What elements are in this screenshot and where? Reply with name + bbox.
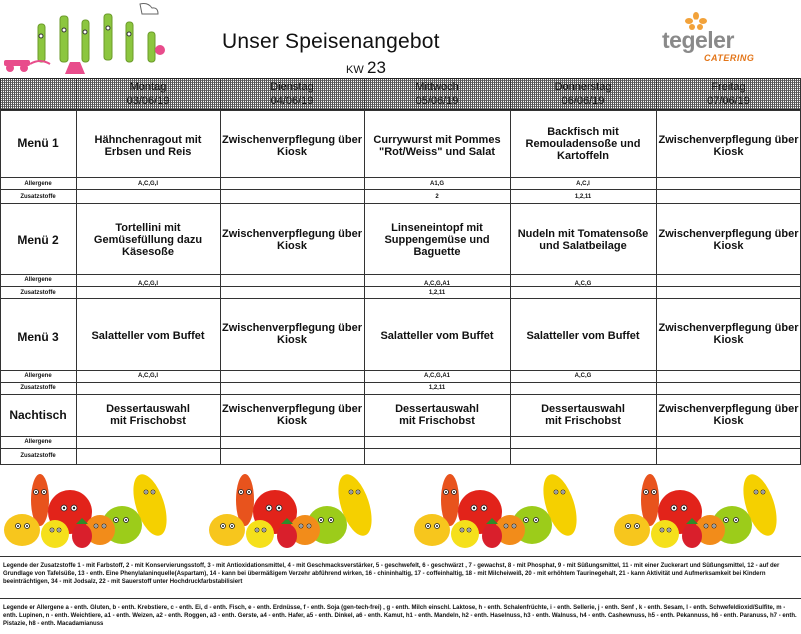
day-name: Donnerstag bbox=[554, 81, 612, 93]
day-header-monday bbox=[76, 78, 220, 110]
dish-cell: Zwischenverpflegung über Kiosk bbox=[222, 403, 362, 427]
dish-cell: Zwischenverpflegung über Kiosk bbox=[222, 322, 362, 346]
dish-cell: Dessertauswahl mit Frischobst bbox=[106, 403, 190, 427]
day-name: Montag bbox=[129, 81, 167, 93]
dish-cell: Salatteller vom Buffet bbox=[91, 330, 205, 342]
day-header-friday bbox=[656, 78, 801, 110]
zusatzstoffe-label: Zusatzstoffe bbox=[20, 385, 56, 391]
grid-divider bbox=[220, 78, 221, 464]
dish-cell: Hähnchenragout mit Erbsen und Reis bbox=[94, 134, 202, 158]
day-date: 07/06/19 bbox=[707, 95, 750, 107]
dish-cell: Tortellini mit Gemüsefüllung dazu Käsesoße bbox=[93, 222, 203, 258]
menu-label: Menü 1 bbox=[17, 136, 59, 150]
zusatzstoffe-value: 1,2,11 bbox=[428, 385, 446, 391]
grid-line bbox=[0, 448, 801, 449]
dish-cell: Linseneintopf mit Suppengemüse und Baguette bbox=[384, 222, 490, 258]
legend-divider bbox=[0, 556, 801, 557]
grid-line bbox=[0, 177, 801, 178]
day-name: Mittwoch bbox=[415, 81, 459, 93]
allergene-label: Allergene bbox=[24, 277, 52, 283]
zusatzstoffe-label: Zusatzstoffe bbox=[20, 453, 56, 459]
kw-value: 23 bbox=[367, 58, 386, 77]
allergene-value: A,C,I bbox=[576, 181, 590, 187]
brand-subtitle: CATERING bbox=[704, 53, 755, 63]
allergene-label: Allergene bbox=[24, 439, 52, 445]
allergene-value: A1,G bbox=[429, 181, 444, 187]
grid-divider bbox=[364, 78, 365, 464]
menu-label: Nachtisch bbox=[9, 408, 67, 422]
zusatzstoffe-label: Zusatzstoffe bbox=[20, 290, 56, 296]
brand-name: tegeler bbox=[662, 27, 734, 53]
allergene-value: A,C,G,I bbox=[137, 281, 158, 287]
dish-cell: Zwischenverpflegung über Kiosk bbox=[222, 134, 362, 158]
page-title: Unser Speisenangebot bbox=[222, 30, 440, 53]
allergene-value: A,C,G,A1 bbox=[423, 281, 450, 287]
day-date: 06/06/19 bbox=[561, 95, 605, 107]
day-date: 03/06/19 bbox=[126, 95, 170, 107]
dish-cell: Dessertauswahl mit Frischobst bbox=[541, 403, 625, 427]
day-header-thursday bbox=[510, 78, 656, 110]
dish-cell: Zwischenverpflegung über Kiosk bbox=[658, 134, 799, 158]
day-date: 05/06/19 bbox=[415, 95, 459, 107]
grid-line bbox=[0, 110, 801, 111]
day-header-wednesday bbox=[364, 78, 510, 110]
menu-label: Menü 2 bbox=[17, 233, 59, 247]
legend-allergene: Legende er Allergene a - enth. Gluten, b - enth. Krebstiere, c - enth. Ei, d - enth. Fisch, e - enth. Erdnüsse, f - enth. Soja (gen-tech-frei) , g - enth. Milch einschl. Laktose, h - enth. Schalenfrüchte, i - enth. Sellerie, j - enth. Senf , k - enth. Sesam, l - enth. Schwefeldioxid/Sulfite, m - enth. Lupinen, n - enth. Weichtiere, a1 - enth. Weizen, a2 - enth. Roggen, a3 - enth. Gerste, a4 - enth. Hafer, a5 - enth. Dinkel, a6 - enth. Kamut, h1 - enth. Mandeln, h2 - enth. Haselnuss, h3 - enth. Walnuss, h4 - enth. Cashewnuss, h5 - enth. Pekannuss, h6 - enth. Paranuss, h7 - enth. Pistazie, h8 - enth. Macadamianuss bbox=[3, 605, 797, 627]
dish-cell: Zwischenverpflegung über Kiosk bbox=[222, 228, 362, 252]
allergene-value: A,C,G,I bbox=[137, 373, 158, 379]
day-date: 04/06/19 bbox=[270, 95, 314, 107]
zusatzstoffe-value: 2 bbox=[435, 194, 439, 200]
dish-cell: Salatteller vom Buffet bbox=[526, 330, 640, 342]
legend-divider bbox=[0, 598, 801, 599]
legend-zusatzstoffe: Legende der Zusatzstoffe 1 - mit Farbstoff, 2 - mit Konservierungsstoff, 3 - mit Antioxidationsmittel, 4 - mit Geschmacksverstärker, 5 - geschwefelt, 6 - geschwärzt , 7 - gewachst, 8 - mit Phosphat, 9 - mit Süßungsmittel, 11 - mit einer Zuckerart und Süßungsmittel, 12 - auf der Grundlage von Tafelsüße, 13 - enth. Eine Phenylalaninquelle(Aspartam), 14 - kann bei übermäßigem Verzehr abführend wirken, 16 - chininhaltig, 17 - coffeinhaltig, 18 - mit Milcheiweiß, 20 - mit erhöhtem Taurinegehalt, 21 - kann Aktivität und Aufmerksamkeit bei Kindern beeinträchtigen, 34 - mit Jodsalz, 22 - mit Sauerstoff unter Hochdruckfarbstabilisiert bbox=[3, 563, 780, 585]
grid-line bbox=[0, 394, 801, 395]
grid-divider bbox=[76, 78, 77, 464]
grid-divider bbox=[510, 78, 511, 464]
allergene-label: Allergene bbox=[24, 181, 52, 187]
dish-cell: Backfisch mit Remouladensoße und Kartoffeln bbox=[525, 126, 641, 162]
allergene-value: A,C,G,I bbox=[137, 181, 158, 187]
grid-divider bbox=[656, 78, 657, 464]
grid-line bbox=[0, 274, 801, 275]
grid-line bbox=[0, 189, 801, 190]
allergene-value: A,C,G bbox=[574, 281, 592, 287]
dish-cell: Nudeln mit Tomatensoße und Salatbeilage bbox=[517, 228, 649, 252]
dish-cell: Dessertauswahl mit Frischobst bbox=[395, 403, 479, 427]
grid-line bbox=[0, 464, 801, 465]
fruit-illustration bbox=[0, 470, 801, 552]
grid-line bbox=[0, 298, 801, 299]
menu-label: Menü 3 bbox=[17, 330, 59, 344]
allergene-value: A,C,G bbox=[574, 373, 592, 379]
dish-cell: Salatteller vom Buffet bbox=[380, 330, 494, 342]
grid-line bbox=[0, 436, 801, 437]
cutlery-logo bbox=[0, 2, 180, 78]
grid-line bbox=[0, 382, 801, 383]
allergene-label: Allergene bbox=[24, 373, 52, 379]
kw-label: KW bbox=[346, 64, 364, 76]
dish-cell: Currywurst mit Pommes "Rot/Weiss" und Salat bbox=[373, 134, 501, 158]
zusatzstoffe-value: 1,2,11 bbox=[428, 290, 446, 296]
grid-line bbox=[0, 370, 801, 371]
day-name: Freitag bbox=[711, 81, 746, 93]
dish-cell: Zwischenverpflegung über Kiosk bbox=[658, 228, 799, 252]
dish-cell: Zwischenverpflegung über Kiosk bbox=[658, 403, 799, 427]
dish-cell: Zwischenverpflegung über Kiosk bbox=[658, 322, 799, 346]
zusatzstoffe-label: Zusatzstoffe bbox=[20, 194, 56, 200]
zusatzstoffe-value: 1,2,11 bbox=[574, 194, 592, 200]
allergene-value: A,C,G,A1 bbox=[423, 373, 450, 379]
day-name: Dienstag bbox=[270, 81, 314, 93]
day-header-tuesday bbox=[220, 78, 364, 110]
grid-line bbox=[0, 203, 801, 204]
